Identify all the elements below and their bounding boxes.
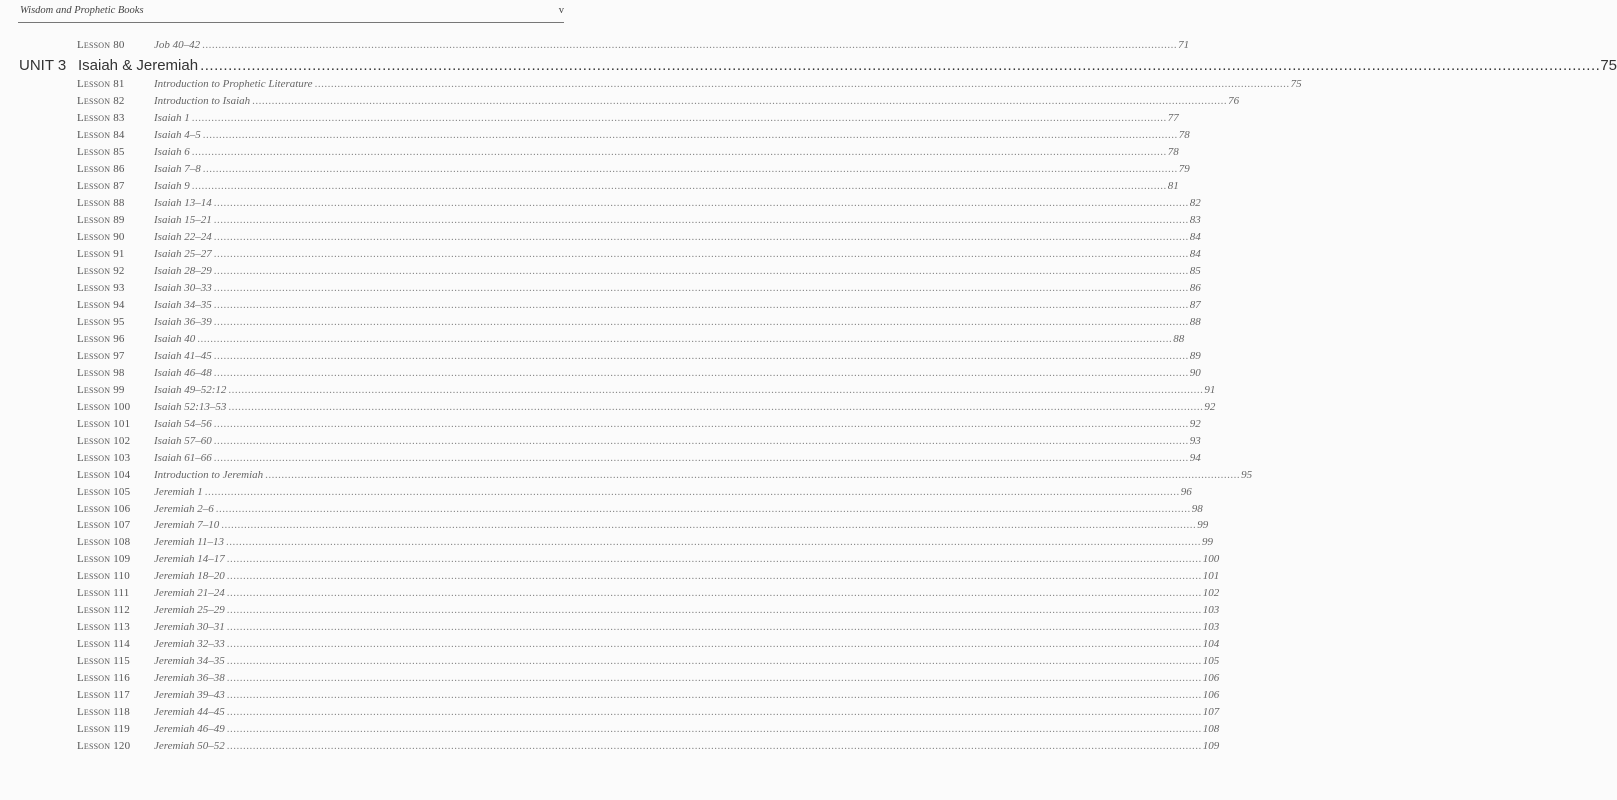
- toc-entry: [154, 178, 1179, 195]
- toc-entry: [154, 161, 1190, 178]
- leader-dots: ............................................................................................................................................................................................................................................................................................................: [213, 282, 1189, 294]
- lesson-number: Lesson 96: [77, 333, 125, 345]
- toc-row: [0, 636, 1220, 653]
- toc-row: [0, 297, 1201, 314]
- lesson-title: Isaiah 7–8: [154, 163, 201, 175]
- toc-row: [0, 365, 1201, 382]
- toc-entry: [154, 212, 1201, 229]
- leader-dots: ............................................................................................................................................................................................................................................................................................................: [226, 655, 1202, 667]
- toc-row: [0, 602, 1220, 619]
- lesson-number: Lesson 105: [77, 486, 131, 498]
- lesson-page: 78: [1178, 129, 1190, 141]
- lesson-number: Lesson 112: [77, 604, 130, 616]
- toc-entry: [154, 399, 1216, 416]
- lesson-number: Lesson 101: [77, 418, 131, 430]
- unit-entry: [78, 55, 1617, 77]
- toc-entry: [154, 551, 1220, 568]
- lesson-page: 101: [1202, 570, 1220, 582]
- lesson-title: Isaiah 22–24: [154, 231, 212, 243]
- lesson-title: Isaiah 30–33: [154, 282, 212, 294]
- lesson-page: 85: [1189, 265, 1201, 277]
- lesson-page: 86: [1189, 282, 1201, 294]
- toc-entry: [154, 263, 1201, 280]
- toc-row: [0, 348, 1201, 365]
- running-title: Wisdom and Prophetic Books: [20, 5, 144, 16]
- leader-dots: ............................................................................................................................................................................................................................................................................................................: [191, 146, 1167, 158]
- lesson-number: Lesson 87: [77, 180, 125, 192]
- lesson-title: Job 40–42: [154, 39, 201, 51]
- lesson-page: 102: [1202, 587, 1220, 599]
- lesson-page: 107: [1202, 706, 1220, 718]
- lesson-page: 109: [1202, 740, 1220, 752]
- leader-dots: ............................................................................................................................................................................................................................................................................................................: [226, 570, 1202, 582]
- lesson-number: Lesson 99: [77, 384, 125, 396]
- lesson-page: 100: [1202, 553, 1220, 565]
- lesson-number: Lesson 106: [77, 503, 131, 515]
- lesson-title: Isaiah 15–21: [154, 214, 212, 226]
- lesson-title: Jeremiah 25–29: [154, 604, 225, 616]
- toc-entry: [154, 687, 1220, 704]
- lesson-page: 104: [1202, 638, 1220, 650]
- lesson-page: 98: [1191, 503, 1203, 515]
- toc-row: [0, 416, 1201, 433]
- toc-entry: [154, 195, 1201, 212]
- toc-row: [0, 178, 1179, 195]
- leader-dots: ............................................................................................................................................................................................................................................................................................................: [213, 435, 1189, 447]
- lesson-number: Lesson 113: [77, 621, 130, 633]
- lesson-page: 88: [1189, 316, 1201, 328]
- lesson-number: Lesson 86: [77, 163, 125, 175]
- leader-dots: ............................................................................................................................................................................................................................................................................................................: [202, 39, 1178, 51]
- unit-label: UNIT 3: [19, 57, 67, 74]
- leader-dots: ............................................................................................................................................................................................................................................................................................................: [226, 706, 1202, 718]
- lesson-title: Isaiah 36–39: [154, 316, 212, 328]
- lesson-number: Lesson 85: [77, 146, 125, 158]
- lesson-number: Lesson 104: [77, 469, 131, 481]
- leader-dots: ............................................................................................................................................................................................................................................................................................................: [226, 689, 1202, 701]
- toc-row: [0, 721, 1220, 738]
- leader-dots: ............................................................................................................................................................................................................................................................................................................: [225, 536, 1201, 548]
- leader-dots: ............................................................................................................................................................................................................................................................................................................: [213, 197, 1189, 209]
- lesson-page: 103: [1202, 604, 1220, 616]
- toc-row: [0, 517, 1209, 534]
- toc-entry: [154, 433, 1201, 450]
- leader-dots: ............................................................................................................................................................................................................................................................................................................: [226, 621, 1202, 633]
- toc-row: [0, 619, 1220, 636]
- lesson-title: Jeremiah 32–33: [154, 638, 225, 650]
- toc-row: [0, 704, 1220, 721]
- toc-entry: [154, 144, 1179, 161]
- leader-dots: ............................................................................................................................................................................................................................................................................................................: [226, 740, 1202, 752]
- leader-dots: ............................................................................................................................................................................................................................................................................................................: [213, 214, 1189, 226]
- lesson-title: Jeremiah 1: [154, 486, 203, 498]
- leader-dots: ............................................................................................................................................................................................................................................................................................................: [213, 367, 1189, 379]
- lesson-number: Lesson 88: [77, 197, 125, 209]
- toc-entry: [154, 636, 1220, 653]
- toc-row: [0, 534, 1213, 551]
- lesson-title: Isaiah 28–29: [154, 265, 212, 277]
- lesson-title: Isaiah 49–52:12: [154, 384, 227, 396]
- lesson-number: Lesson 114: [77, 638, 130, 650]
- toc-entry: [154, 297, 1201, 314]
- lesson-page: 82: [1189, 197, 1201, 209]
- toc-entry: [154, 534, 1213, 551]
- toc-entry: [154, 568, 1220, 585]
- lesson-title: Isaiah 9: [154, 180, 190, 192]
- toc-entry: [154, 704, 1220, 721]
- toc-row: [0, 280, 1201, 297]
- toc-row: [0, 382, 1216, 399]
- lesson-number: Lesson 80: [77, 39, 125, 51]
- lesson-title: Isaiah 6: [154, 146, 190, 158]
- lesson-number: Lesson 103: [77, 452, 131, 464]
- lesson-title: Isaiah 13–14: [154, 197, 212, 209]
- leader-dots: ............................................................................................................................................................................................................................................................................................................: [226, 672, 1202, 684]
- lesson-title: Jeremiah 36–38: [154, 672, 225, 684]
- toc-entry: [154, 484, 1192, 501]
- lesson-number: Lesson 95: [77, 316, 125, 328]
- toc-row: [0, 450, 1201, 467]
- lesson-page: 106: [1202, 689, 1220, 701]
- toc-entry: [154, 246, 1201, 263]
- lesson-title: Isaiah 41–45: [154, 350, 212, 362]
- lesson-number: Lesson 94: [77, 299, 125, 311]
- toc-entry: [154, 517, 1209, 534]
- lesson-title: Isaiah 4–5: [154, 129, 201, 141]
- toc-entry: [154, 416, 1201, 433]
- lesson-title: Introduction to Prophetic Literature: [154, 78, 313, 90]
- leader-dots: ............................................................................................................................................................................................................................................................................................................: [226, 638, 1202, 650]
- toc-row: [0, 331, 1185, 348]
- toc-row: [0, 433, 1201, 450]
- lesson-title: Jeremiah 7–10: [154, 519, 220, 531]
- lesson-title: Isaiah 57–60: [154, 435, 212, 447]
- lesson-page: 81: [1167, 180, 1179, 192]
- lesson-title: Isaiah 52:13–53: [154, 401, 227, 413]
- lesson-title: Jeremiah 21–24: [154, 587, 225, 599]
- toc-row: [0, 144, 1179, 161]
- toc-row: [0, 568, 1220, 585]
- lesson-page: 75: [1290, 78, 1302, 90]
- lesson-page: 71: [1178, 39, 1190, 51]
- toc-entry: [154, 450, 1201, 467]
- lesson-title: Isaiah 61–66: [154, 452, 212, 464]
- toc-entry: [154, 670, 1220, 687]
- lesson-number: Lesson 81: [77, 78, 125, 90]
- leader-dots: ............................................................................................................................................................................................................................................................................................................: [213, 265, 1189, 277]
- leader-dots: ............................................................................................................................................................................................................................................................................................................: [191, 180, 1167, 192]
- lesson-page: 103: [1202, 621, 1220, 633]
- leader-dots: ............................................................................................................................................................................................................................................................................................................: [226, 604, 1202, 616]
- leader-dots: ............................................................................................................................................................................................................................................................................................................: [202, 163, 1178, 175]
- lesson-number: Lesson 97: [77, 350, 125, 362]
- toc-entry: [154, 348, 1201, 365]
- lesson-number: Lesson 102: [77, 435, 131, 447]
- leader-dots: ............................................................................................................................................................................................................................................................................................................: [228, 384, 1204, 396]
- lesson-number: Lesson 116: [77, 672, 130, 684]
- lesson-number: Lesson 107: [77, 519, 131, 531]
- toc-entry: [154, 280, 1201, 297]
- lesson-page: 89: [1189, 350, 1201, 362]
- lesson-page: 99: [1201, 536, 1213, 548]
- page-number: v: [558, 5, 564, 16]
- lesson-title: Isaiah 46–48: [154, 367, 212, 379]
- leader-dots: ............................................................................................................................................................................................................................................................................................................: [226, 587, 1202, 599]
- leader-dots: ............................................................................................................................................................................................................................................................................................................: [226, 553, 1202, 565]
- lesson-number: Lesson 115: [77, 655, 130, 667]
- lesson-number: Lesson 110: [77, 570, 130, 582]
- toc-row: [0, 195, 1201, 212]
- lesson-page: 84: [1189, 231, 1201, 243]
- toc-entry: [154, 127, 1190, 144]
- toc-row: [0, 212, 1201, 229]
- lesson-title: Jeremiah 50–52: [154, 740, 225, 752]
- leader-dots: ............................................................................................................................................................................................................................................................................................................: [226, 723, 1202, 735]
- lesson-number: Lesson 91: [77, 248, 125, 260]
- lesson-number: Lesson 92: [77, 265, 125, 277]
- toc-row: [0, 110, 1179, 127]
- lesson-page: 87: [1189, 299, 1201, 311]
- toc-row: [0, 161, 1190, 178]
- toc-row: [0, 37, 1190, 54]
- leader-dots: ............................................................................................................................................................................................................................................................................................................: [202, 129, 1178, 141]
- lesson-title: Jeremiah 44–45: [154, 706, 225, 718]
- leader-dots: ............................................................................................................................................................................................................................................................................................................: [213, 299, 1189, 311]
- lesson-page: 92: [1189, 418, 1201, 430]
- lesson-number: Lesson 93: [77, 282, 125, 294]
- leader-dots: ............................................................................................................................................................................................................................................................................................................: [213, 248, 1189, 260]
- lesson-page: 77: [1167, 112, 1179, 124]
- lesson-page: 84: [1189, 248, 1201, 260]
- lesson-number: Lesson 109: [77, 553, 131, 565]
- lesson-number: Lesson 89: [77, 214, 125, 226]
- leader-dots: ............................................................................................................................................................................................................................................................................................................: [213, 231, 1189, 243]
- toc-entry: [154, 653, 1220, 670]
- leader-dots: ............................................................................................................................................................................................................................................................................................................: [314, 78, 1290, 90]
- toc-entry: [154, 585, 1220, 602]
- lesson-number: Lesson 117: [77, 689, 130, 701]
- leader-dots: ............................................................................................................................................................................................................................................................................................................: [204, 486, 1180, 498]
- lesson-page: 92: [1204, 401, 1216, 413]
- lesson-page: 96: [1180, 486, 1192, 498]
- toc-row: [0, 738, 1220, 755]
- lesson-page: 90: [1189, 367, 1201, 379]
- page-header: [0, 0, 582, 20]
- lesson-page: 76: [1228, 95, 1240, 107]
- unit-page: 75: [1600, 57, 1617, 74]
- toc-entry: [154, 619, 1220, 636]
- leader-dots: ............................................................................................................................................................................................................................................................................................................: [265, 469, 1241, 481]
- header-rule: [18, 22, 564, 23]
- toc-row: [0, 551, 1220, 568]
- lesson-title: Jeremiah 34–35: [154, 655, 225, 667]
- toc-row: [0, 670, 1220, 687]
- lesson-number: Lesson 108: [77, 536, 131, 548]
- lesson-title: Jeremiah 30–31: [154, 621, 225, 633]
- toc-row: [0, 467, 1253, 484]
- toc-row: [0, 399, 1216, 416]
- lesson-title: Introduction to Jeremiah: [154, 469, 264, 481]
- lesson-title: Jeremiah 2–6: [154, 503, 214, 515]
- unit-leader-dots: ............................................................................................................................................................................................................................................................................................................: [200, 57, 1601, 74]
- lesson-number: Lesson 82: [77, 95, 125, 107]
- leader-dots: ............................................................................................................................................................................................................................................................................................................: [213, 316, 1189, 328]
- lesson-title: Isaiah 54–56: [154, 418, 212, 430]
- leader-dots: ............................................................................................................................................................................................................................................................................................................: [213, 350, 1189, 362]
- unit-title: Isaiah & Jeremiah: [78, 57, 199, 74]
- toc-row: [0, 246, 1201, 263]
- lesson-page: 79: [1178, 163, 1190, 175]
- leader-dots: ............................................................................................................................................................................................................................................................................................................: [252, 95, 1228, 107]
- lesson-title: Introduction to Isaiah: [154, 95, 251, 107]
- toc-entry: [154, 229, 1201, 246]
- leader-dots: ............................................................................................................................................................................................................................................................................................................: [213, 418, 1189, 430]
- toc-row: [0, 127, 1190, 144]
- toc-row: [0, 229, 1201, 246]
- toc-entry: [154, 93, 1240, 110]
- lesson-page: 95: [1241, 469, 1253, 481]
- leader-dots: ............................................................................................................................................................................................................................................................................................................: [221, 519, 1197, 531]
- lesson-title: Jeremiah 39–43: [154, 689, 225, 701]
- lesson-title: Isaiah 1: [154, 112, 190, 124]
- leader-dots: ............................................................................................................................................................................................................................................................................................................: [228, 401, 1204, 413]
- toc-entry: [154, 76, 1302, 93]
- leader-dots: ............................................................................................................................................................................................................................................................................................................: [191, 112, 1167, 124]
- toc-entry: [154, 721, 1220, 738]
- lesson-title: Jeremiah 14–17: [154, 553, 225, 565]
- toc-row: [0, 585, 1220, 602]
- leader-dots: ............................................................................................................................................................................................................................................................................................................: [213, 452, 1189, 464]
- toc-entry: [154, 602, 1220, 619]
- toc-row: [0, 76, 1302, 93]
- toc-row: [0, 263, 1201, 280]
- lesson-number: Lesson 120: [77, 740, 131, 752]
- lesson-title: Isaiah 25–27: [154, 248, 212, 260]
- lesson-page: 94: [1189, 452, 1201, 464]
- toc-row: [0, 687, 1220, 704]
- lesson-page: 91: [1204, 384, 1216, 396]
- toc-row: [0, 314, 1201, 331]
- lesson-title: Isaiah 40: [154, 333, 196, 345]
- lesson-title: Jeremiah 18–20: [154, 570, 225, 582]
- lesson-number: Lesson 100: [77, 401, 131, 413]
- lesson-number: Lesson 118: [77, 706, 130, 718]
- lesson-number: Lesson 98: [77, 367, 125, 379]
- unit-heading: [0, 55, 1617, 77]
- toc-entry: [154, 382, 1216, 399]
- toc-entry: [154, 110, 1179, 127]
- toc-entry: [154, 314, 1201, 331]
- lesson-page: 106: [1202, 672, 1220, 684]
- lesson-number: Lesson 111: [77, 587, 130, 599]
- lesson-number: Lesson 90: [77, 231, 125, 243]
- lesson-title: Isaiah 34–35: [154, 299, 212, 311]
- toc-row: [0, 501, 1203, 518]
- toc-entry: [154, 501, 1203, 518]
- leader-dots: ............................................................................................................................................................................................................................................................................................................: [215, 503, 1191, 515]
- lesson-number: Lesson 119: [77, 723, 130, 735]
- lesson-page: 99: [1197, 519, 1209, 531]
- lesson-number: Lesson 83: [77, 112, 125, 124]
- toc-row: [0, 484, 1192, 501]
- lesson-page: 78: [1167, 146, 1179, 158]
- lesson-number: Lesson 84: [77, 129, 125, 141]
- lesson-title: Jeremiah 46–49: [154, 723, 225, 735]
- toc-entry: [154, 738, 1220, 755]
- toc-entry: [154, 37, 1190, 54]
- lesson-page: 83: [1189, 214, 1201, 226]
- toc-entry: [154, 467, 1253, 484]
- toc-row: [0, 93, 1240, 110]
- toc-entry: [154, 365, 1201, 382]
- leader-dots: ............................................................................................................................................................................................................................................................................................................: [197, 333, 1173, 345]
- lesson-title: Jeremiah 11–13: [154, 536, 224, 548]
- lesson-page: 88: [1173, 333, 1185, 345]
- toc-entry: [154, 331, 1185, 348]
- lesson-page: 93: [1189, 435, 1201, 447]
- toc-row: [0, 653, 1220, 670]
- lesson-page: 105: [1202, 655, 1220, 667]
- lesson-page: 108: [1202, 723, 1220, 735]
